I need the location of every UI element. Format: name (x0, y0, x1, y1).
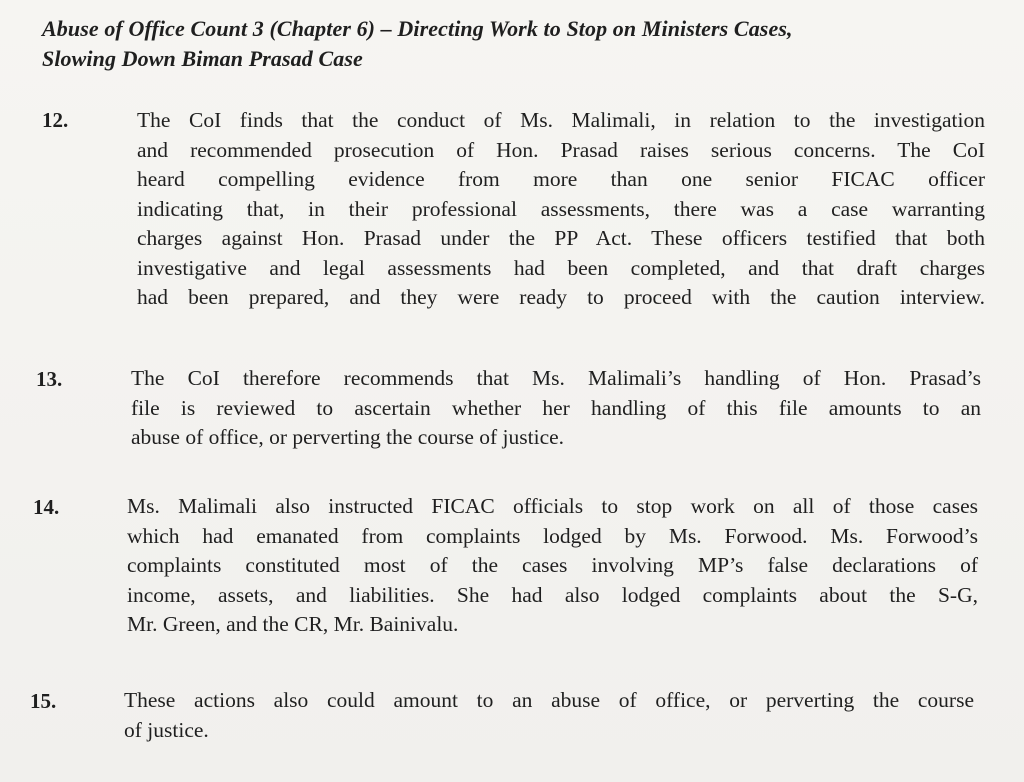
text-line: which had emanated from complaints lodged by Ms. Forwood. Ms. Forwood’s (127, 523, 978, 548)
text-line: charges against Hon. Prasad under the PP Act. These officers testified that both (137, 226, 985, 250)
paragraph-number: 13. (36, 367, 63, 391)
paragraph-text (131, 364, 981, 453)
paragraph-number: 15. (30, 689, 57, 713)
paragraph-number: 14. (33, 495, 60, 519)
paragraph-text (127, 492, 978, 640)
text-line: indicating that, in their professional assessments, there was a case warranting (137, 196, 985, 221)
text-line: abuse of office, or perverting the course of justice. (131, 425, 565, 449)
paragraph-number: 12. (42, 108, 69, 132)
text-line: complaints constituted most of the cases involving MP’s false declarations of (127, 553, 978, 577)
text-line: heard compelling evidence from more than one senior FICAC officer (137, 167, 985, 191)
paragraph-text (137, 106, 985, 313)
text-line: The CoI finds that the conduct of Ms. Malimali, in relation to the investigation (137, 108, 985, 132)
text-line: had been prepared, and they were ready to proceed with the caution interview. (137, 285, 985, 309)
text-line: income, assets, and liabilities. She had also lodged complaints about the S-G, (127, 582, 978, 607)
paragraph-text (124, 686, 974, 745)
heading-line: Slowing Down Biman Prasad Case (42, 46, 363, 71)
text-line: Mr. Green, and the CR, Mr. Bainivalu. (127, 612, 459, 636)
text-line: These actions also could amount to an abuse of office, or perverting the course (124, 688, 974, 712)
text-line: file is reviewed to ascertain whether her handling of this file amounts to an (131, 395, 981, 420)
text-line: of justice. (124, 717, 209, 742)
heading-line: Abuse of Office Count 3 (Chapter 6) – Directing Work to Stop on Ministers Cases, (42, 16, 793, 41)
text-line: The CoI therefore recommends that Ms. Malimali’s handling of Hon. Prasad’s (131, 366, 981, 390)
text-line: Ms. Malimali also instructed FICAC officials to stop work on all of those cases (127, 494, 978, 518)
text-line: investigative and legal assessments had been completed, and that draft charges (137, 255, 985, 280)
text-line: and recommended prosecution of Hon. Prasad raises serious concerns. The CoI (137, 137, 985, 162)
section-heading (42, 14, 1002, 74)
